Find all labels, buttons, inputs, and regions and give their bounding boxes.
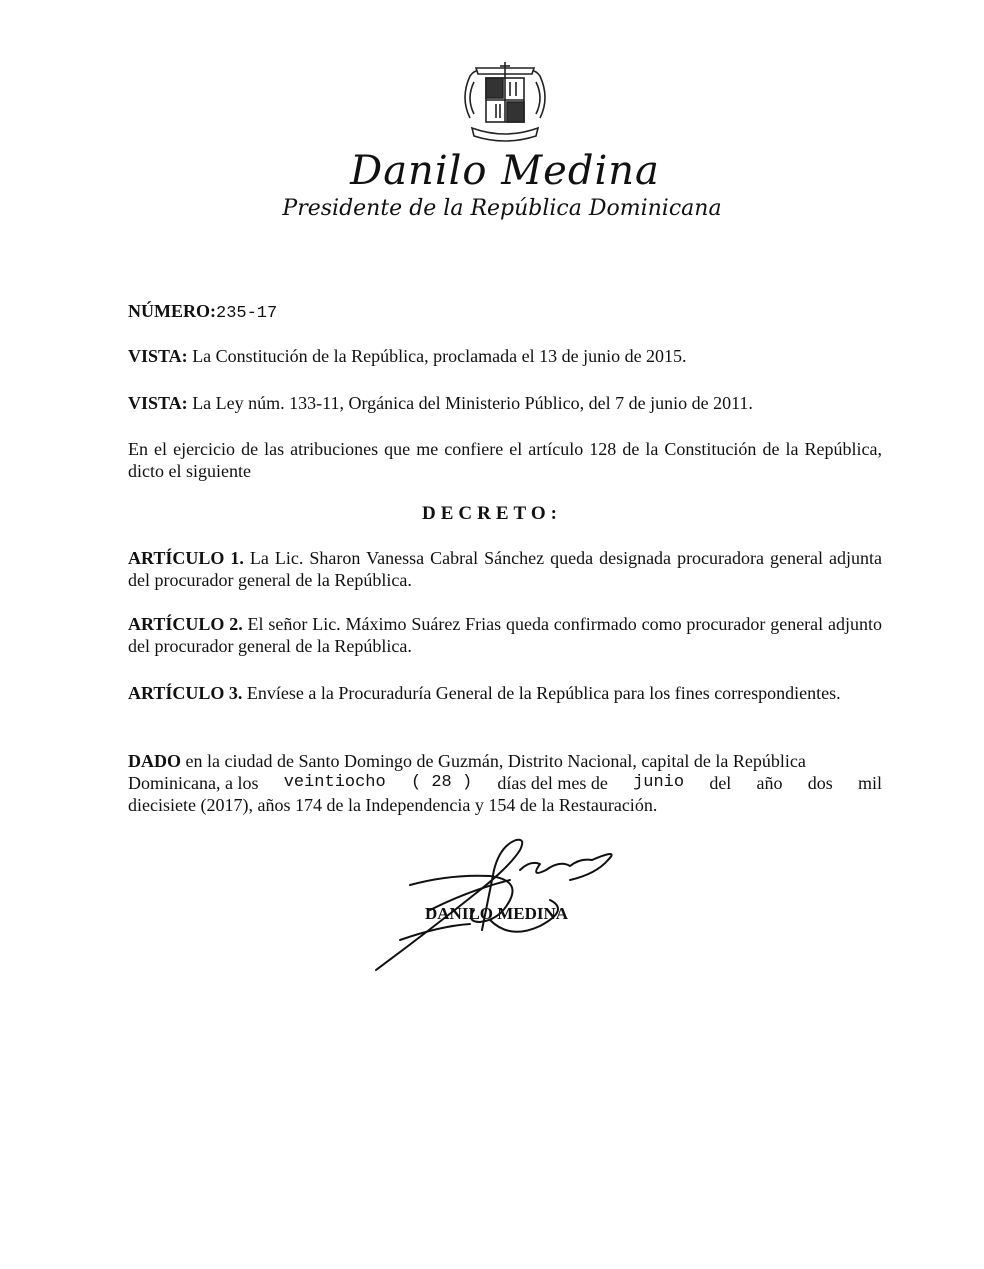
given-clause (128, 750, 882, 816)
decree-heading: DECRETO: (422, 503, 562, 524)
article-label: ARTÍCULO 1. (128, 548, 244, 568)
article-label: ARTÍCULO 2. (128, 614, 243, 634)
signatory-name: DANILO MEDINA (425, 904, 569, 923)
article-1 (128, 547, 882, 591)
article-text: Envíese a la Procuraduría General de la República para los fines correspondientes. (242, 683, 841, 703)
given-text: Dominicana, a los (128, 773, 259, 793)
given-text: días del mes de (497, 773, 608, 793)
article-3 (128, 682, 882, 704)
vista-law (128, 392, 882, 414)
letterhead-title: Presidente de la República Dominicana (282, 196, 722, 221)
decree-number-label: NÚMERO: (128, 301, 216, 321)
article-label: ARTÍCULO 3. (128, 683, 243, 703)
vista-constitution (128, 345, 882, 367)
decree-number (128, 300, 882, 325)
given-text: del (709, 773, 732, 793)
vista-label: VISTA: (128, 346, 188, 366)
day-number: ( 28 ) (410, 773, 473, 792)
vista-text: La Ley núm. 133-11, Orgánica del Ministerio Público, del 7 de junio de 2011. (187, 393, 753, 413)
article-2 (128, 613, 882, 657)
preamble-paragraph: En el ejercicio de las atribuciones que me confiere el artículo 128 de la Constitución de la República, dicto el siguiente (128, 439, 882, 481)
day-words: veintiocho (283, 773, 386, 792)
article-text: El señor Lic. Máximo Suárez Frias queda confirmado como procurador general adjunto del procurador general de la República. (128, 614, 882, 656)
given-label: DADO (128, 751, 181, 771)
given-line-2 (128, 772, 882, 794)
article-text: La Lic. Sharon Vanessa Cabral Sánchez queda designada procuradora general adjunta del procurador general de la República. (128, 548, 882, 590)
dominican-coat-of-arms-icon (456, 58, 554, 148)
given-text: mil (857, 773, 882, 793)
given-text: dos (807, 773, 833, 793)
month: junio (633, 773, 685, 792)
letterhead-name: Danilo Medina (350, 148, 660, 194)
given-line-3: diecisiete (2017), años 174 de la Independencia y 154 de la Restauración. (128, 795, 658, 815)
decree-number-value: 235-17 (216, 304, 278, 323)
given-text: año (756, 773, 783, 793)
given-text: en la ciudad de Santo Domingo de Guzmán, Distrito Nacional, capital de la República (181, 751, 806, 771)
vista-label: VISTA: (128, 393, 188, 413)
given-line-1 (128, 750, 882, 772)
vista-text: La Constitución de la República, proclamada el 13 de junio de 2015. (187, 346, 687, 366)
